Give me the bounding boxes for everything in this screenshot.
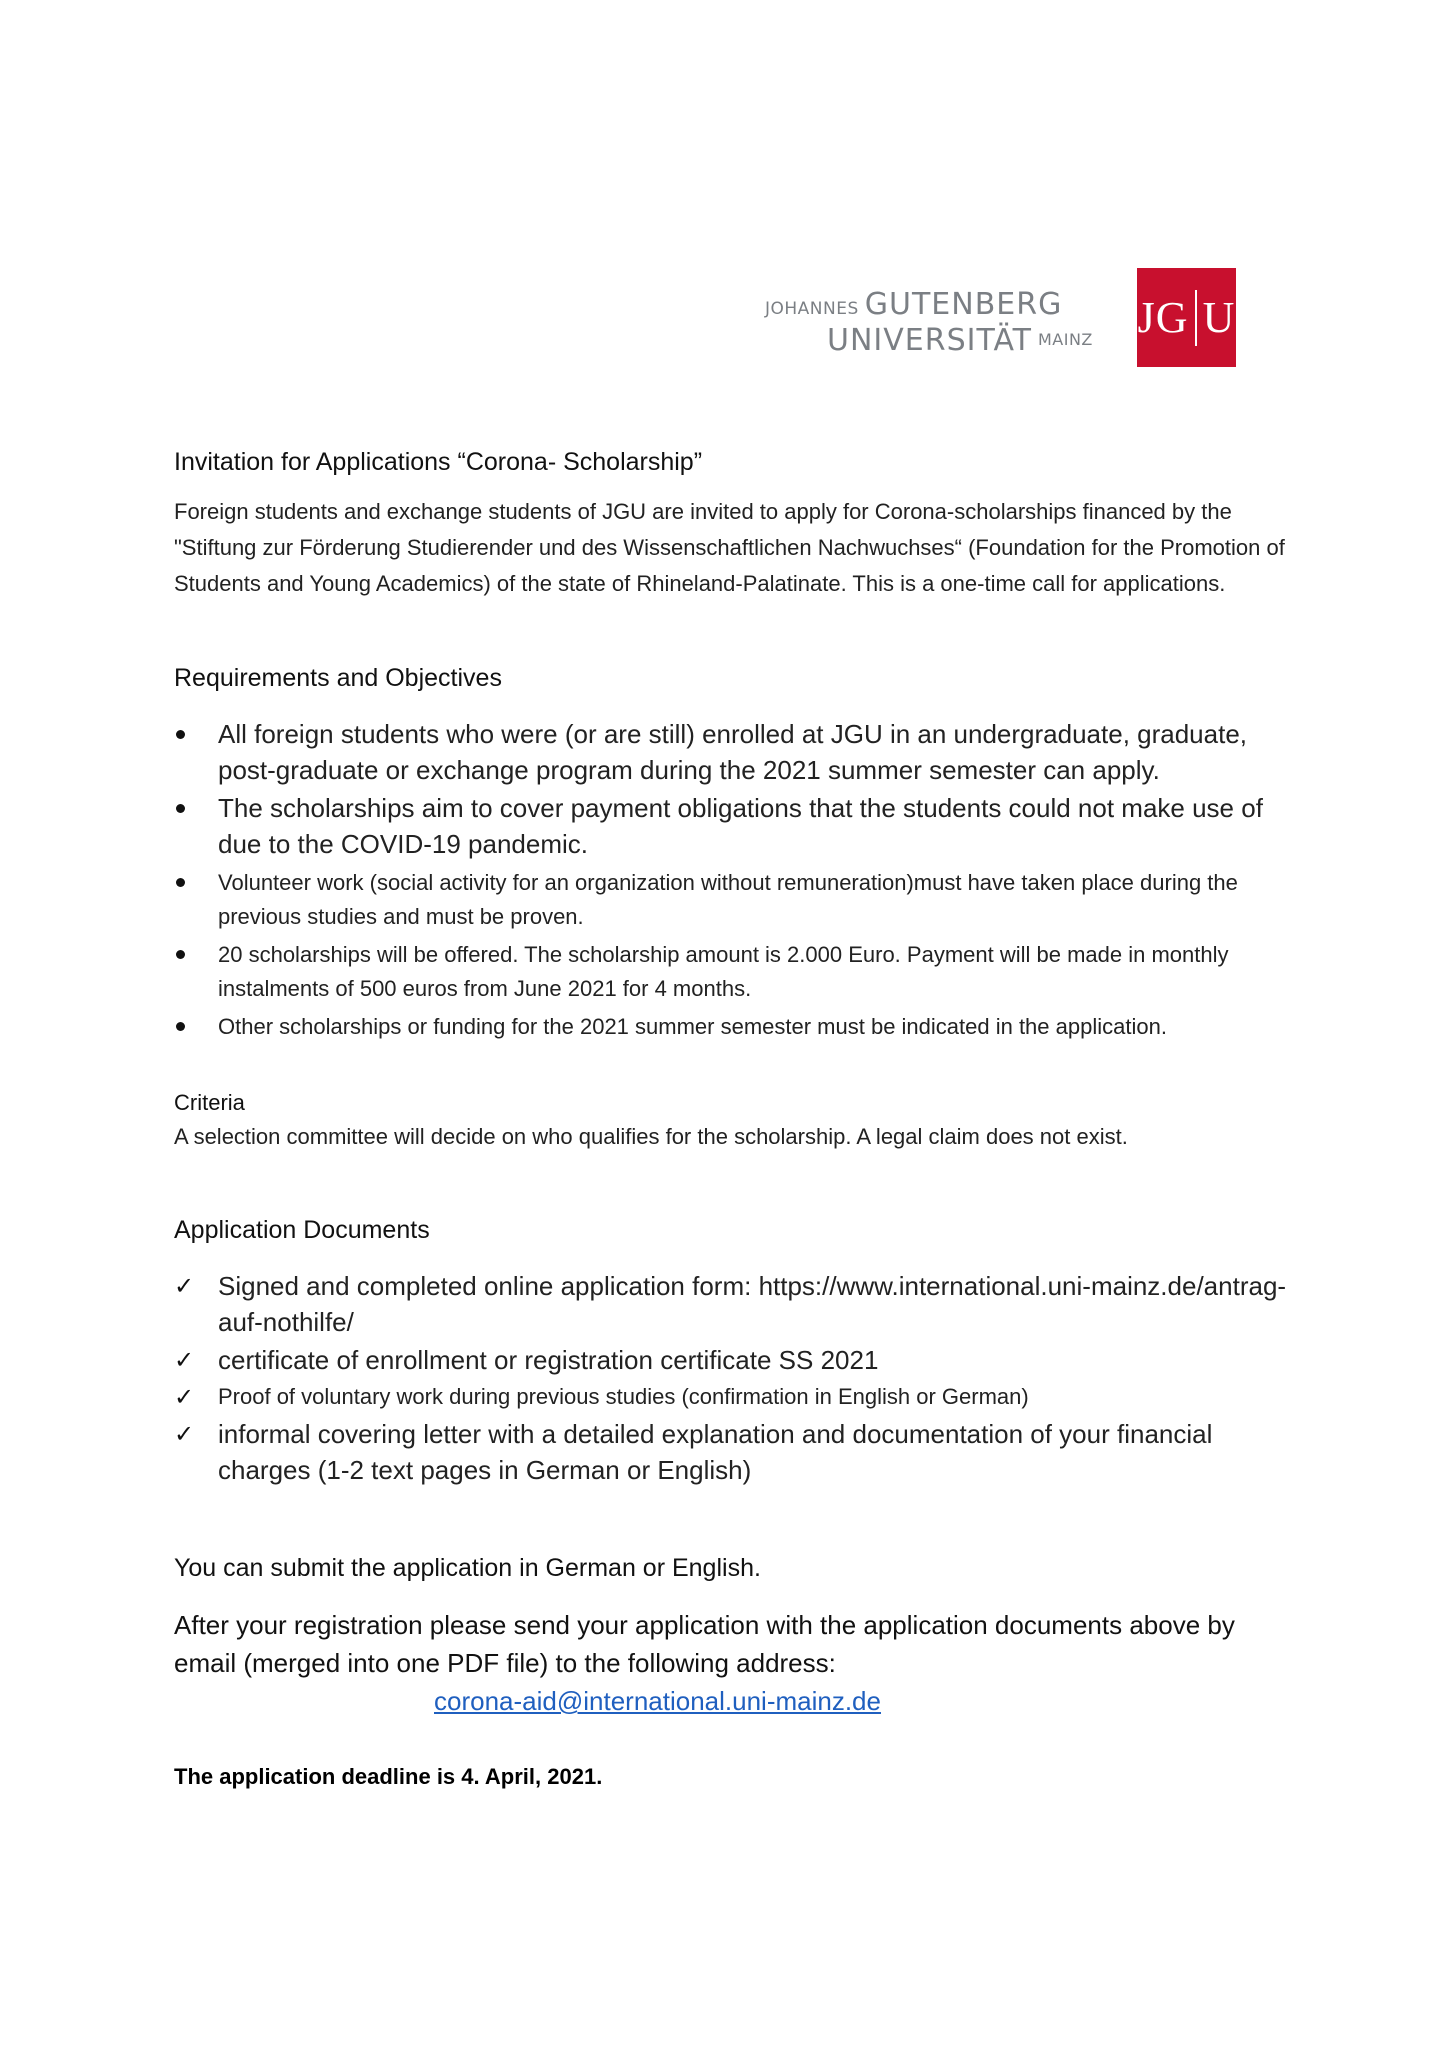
- list-item: [174, 1268, 1294, 1340]
- criteria-heading: Criteria: [174, 1090, 245, 1115]
- submit-language-note: You can submit the application in German or English.: [174, 1554, 761, 1582]
- list-item: [174, 1380, 1294, 1414]
- application-deadline: The application deadline is 4. April, 2021.: [174, 1764, 603, 1789]
- list-item: [174, 866, 1294, 934]
- requirement-text: Volunteer work (social activity for an organization without remuneration)must have taken place during the previous studies and must be proven.: [218, 870, 1238, 929]
- list-item: [174, 1342, 1294, 1378]
- email-link[interactable]: corona-aid@international.uni-mainz.de: [434, 1686, 881, 1716]
- requirements-heading: Requirements and Objectives: [174, 664, 502, 692]
- logo-box-jg: JG: [1137, 293, 1189, 342]
- logo-universitaet: UNIVERSITÄT: [827, 323, 1032, 358]
- logo-wordmark: [765, 287, 1093, 358]
- requirement-text: All foreign students who were (or are still) enrolled at JGU in an undergraduate, graduate, post-graduate or exchange program during the 2021 summer semester can apply.: [218, 719, 1248, 785]
- checkmark-icon: ✓: [174, 1420, 195, 1448]
- requirement-text: The scholarships aim to cover payment obligations that the students could not make use of due to the COVID-19 pandemic.: [218, 793, 1263, 859]
- logo-johannes: JOHANNES: [765, 299, 859, 319]
- university-logo: [700, 236, 1280, 401]
- logo-box-u: U: [1202, 293, 1236, 342]
- list-item: [174, 790, 1294, 862]
- document-title: Invitation for Applications “Corona- Scholarship”: [174, 448, 703, 476]
- requirement-text: 20 scholarships will be offered. The scholarship amount is 2.000 Euro. Payment will be made in monthly instalments of 500 euros from June 2021 for 4 months.: [218, 942, 1229, 1001]
- document-content: [174, 444, 1294, 1794]
- checkmark-icon: ✓: [174, 1383, 195, 1411]
- send-instructions: After your registration please send your application with the application documents above by email (merged into one PDF file) to the following address:: [174, 1610, 1235, 1678]
- bullet-icon: [176, 1022, 185, 1031]
- checkmark-icon: ✓: [174, 1272, 195, 1300]
- document-text: Proof of voluntary work during previous studies (confirmation in English or German): [218, 1384, 1029, 1409]
- logo-mainz: MAINZ: [1037, 330, 1093, 349]
- bullet-icon: [176, 804, 185, 813]
- list-item: [174, 1010, 1294, 1044]
- list-item: [174, 938, 1294, 1006]
- criteria-text: A selection committee will decide on who qualifies for the scholarship. A legal claim does not exist.: [174, 1124, 1128, 1149]
- requirement-text: Other scholarships or funding for the 2021 summer semester must be indicated in the application.: [218, 1014, 1167, 1039]
- document-text: informal covering letter with a detailed explanation and documentation of your financial charges (1-2 text pages in German or English): [218, 1419, 1213, 1485]
- requirements-list: [174, 716, 1294, 1044]
- document-text: Signed and completed online application form: https://www.international.uni-mainz.de/antrag-auf-nothilfe/: [218, 1271, 1287, 1337]
- list-item: [174, 1416, 1294, 1488]
- documents-list: [174, 1268, 1294, 1488]
- list-item: [174, 716, 1294, 788]
- document-text: certificate of enrollment or registration certificate SS 2021: [218, 1345, 879, 1375]
- bullet-icon: [176, 730, 185, 739]
- bullet-icon: [176, 950, 185, 959]
- checkmark-icon: ✓: [174, 1346, 195, 1374]
- logo-gutenberg: GUTENBERG: [864, 287, 1063, 322]
- bullet-icon: [176, 878, 185, 887]
- documents-heading: Application Documents: [174, 1216, 430, 1244]
- logo-box-separator: [1195, 290, 1197, 346]
- intro-paragraph: Foreign students and exchange students of JGU are invited to apply for Corona-scholarships financed by the "Stiftung zur Förderung Studierender und des Wissenschaftlichen Nachwuchses“ (Foundation for the Promotion of Students and Young Academics) of the state of Rhineland-Palatinate. This is a one-time call for applications.: [174, 499, 1285, 596]
- jgu-logo-box: [1137, 268, 1236, 367]
